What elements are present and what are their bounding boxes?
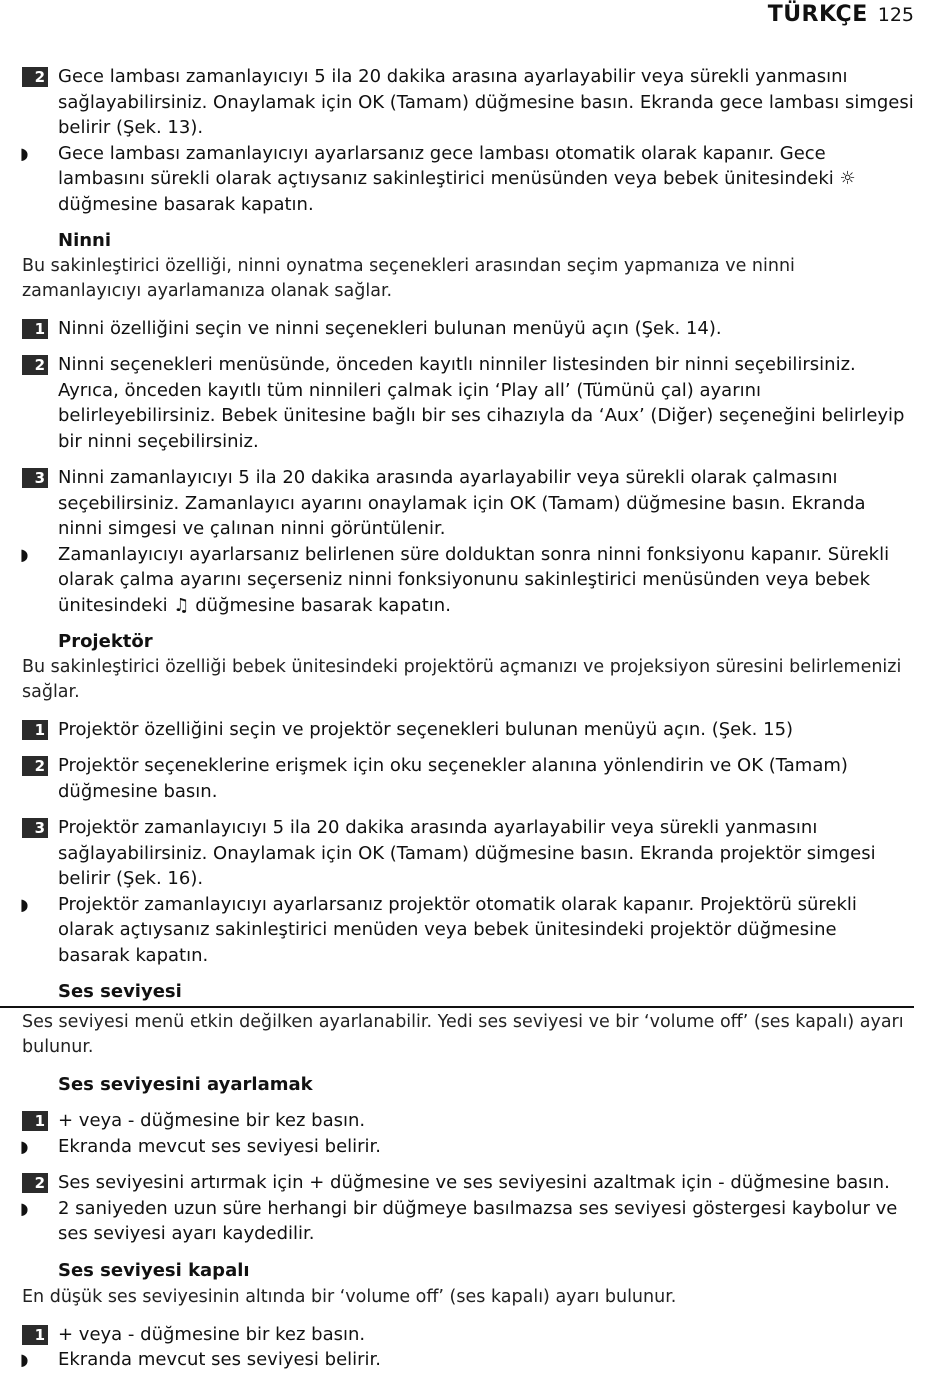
ninni-intro: Bu sakinleştirici özelliği, ninni oynatma seçenekleri arasından seçim yapmanıza ve ninni zamanlayıcıyı ayarlamanıza olanak sağlar. (22, 255, 795, 301)
step-text: Ses seviyesini artırmak için + düğmesine ve ses seviyesini azaltmak için - düğmesine basın. (58, 1172, 890, 1193)
bullet-icon: ◗ (20, 1198, 29, 1218)
step-text: Ninni seçenekleri menüsünde, önceden kayıtlı ninniler listesinden bir ninni seçebilirsiniz. Ayrıca, önceden kayıtlı tüm ninnileri çalmak için ‘Play all’ (Tümünü çal) ayarını belirleyebilirsiniz. Bebek ünitesine bağlı bir ses cihazıyla da ‘Aux’ (Diğer) seçeneğini belirleyip bir ninni seçebilirsiniz. (58, 354, 905, 452)
volume-adjust-bullet-1 (0, 1134, 950, 1160)
step-number-badge: 2 (22, 355, 48, 375)
step-number-badge: 1 (22, 1111, 48, 1131)
subheading-volume-off: Ses seviyesi kapalı (58, 1259, 250, 1281)
bullet-text: Gece lambası zamanlayıcıyı ayarlarsanız gece lambası otomatik olarak kapanır. Gece lambasını sürekli olarak açtıysanız sakinleştirici menüsünden veya bebek ünitesindeki ☼ düğmesine basarak kapatın. (58, 142, 856, 215)
step-text: Projektör seçeneklerine erişmek için oku seçenekler alanına yönlendirin ve OK (Tamam) düğmesine basın. (58, 755, 848, 802)
bullet-text: 2 saniyeden uzun süre herhangi bir düğmeye basılmazsa ses seviyesi göstergesi kaybolur ve ses seviyesi ayarı kaydedilir. (58, 1197, 898, 1244)
ninni-bullet (0, 542, 950, 619)
section-heading-projektor: Projektör (58, 631, 153, 652)
step-text: + veya - düğmesine bir kez basın. (58, 1323, 366, 1345)
bullet-icon: ◗ (20, 1350, 29, 1369)
bullet-text: Ekranda mevcut ses seviyesi belirir. (58, 1349, 382, 1370)
bullet-icon: ◗ (20, 894, 29, 914)
page-header (768, 2, 914, 27)
step-number-badge: 3 (22, 818, 48, 838)
bullet-icon: ◗ (20, 544, 29, 564)
volume-off-step-1 (0, 1322, 950, 1348)
bullet-text: Zamanlayıcıyı ayarlarsanız belirlenen süre dolduktan sonra ninni fonksiyonu kapanır. Sürekli olarak çalma ayarını seçerseniz ninni fonksiyonunu sakinleştirici menüsünden veya bebek ünitesindeki ♫ düğmesine basarak kapatın. (58, 543, 890, 616)
volume-adjust-bullet-2 (0, 1196, 950, 1247)
projektor-bullet (0, 892, 950, 969)
step-text: + veya - düğmesine bir kez basın. (58, 1110, 366, 1131)
volume-off-intro: En düşük ses seviyesinin altında bir ‘volume off’ (ses kapalı) ayarı bulunur. (22, 1287, 677, 1307)
page-number: 125 (877, 4, 914, 26)
volume-adjust-step-2 (0, 1170, 950, 1196)
step-number-badge: 2 (22, 1173, 48, 1193)
step-number-badge: 1 (22, 720, 48, 740)
volume-off-bullet-1 (0, 1347, 950, 1373)
step-number-badge: 3 (22, 468, 48, 488)
volume-adjust-step-1 (0, 1108, 950, 1134)
step-text: Projektör zamanlayıcıyı 5 ila 20 dakika arasında ayarlayabilir veya sürekli yanmasını sağlayabilirsiniz. Onaylamak için OK (Tamam) düğmesine basın. Ekranda projektör simgesi belirir (Şek. 16). (58, 817, 876, 889)
projektor-intro: Bu sakinleştirici özelliği bebek ünitesindeki projektörü açmanızı ve projeksiyon süresini belirlemenizi sağlar. (22, 656, 902, 702)
step-text: Ninni özelliğini seçin ve ninni seçenekleri bulunan menüyü açın (Şek. 14). (58, 317, 722, 339)
step-number-badge: 1 (22, 319, 48, 339)
bullet-icon: ◗ (20, 143, 29, 163)
subheading-adjust-volume: Ses seviyesini ayarlamak (58, 1073, 313, 1095)
bullet-icon: ◗ (20, 1136, 29, 1156)
step-text: Ninni zamanlayıcıyı 5 ila 20 dakika arasında ayarlayabilir veya sürekli olarak çalmasını seçebilirsiniz. Zamanlayıcı ayarını onaylamak için OK (Tamam) düğmesine basın. Ekranda ninni simgesi ve çalınan ninni görüntülenir. (58, 467, 866, 539)
section-heading-ninni: Ninni (58, 230, 112, 251)
volume-intro: Ses seviyesi menü etkin değilken ayarlanabilir. Yedi ses seviyesi ve bir ‘volume off’ (ses kapalı) ayarı bulunur. (22, 1011, 904, 1057)
ninni-step-3 (0, 465, 950, 542)
step-number-badge: 1 (22, 1325, 48, 1345)
projektor-step-2 (0, 753, 950, 804)
ninni-step-2 (0, 352, 950, 454)
step-text: Gece lambası zamanlayıcıyı 5 ila 20 dakika arasına ayarlayabilir veya sürekli yanmasını sağlayabilirsiniz. Onaylamak için OK (Tamam) düğmesine basın. Ekranda gece lambası simgesi belirir (Şek. 13). (58, 66, 914, 138)
section-heading-volume: Ses seviyesi (0, 979, 914, 1008)
nightlight-step-2 (0, 64, 950, 141)
step-number-badge: 2 (22, 67, 48, 87)
step-number-badge: 2 (22, 756, 48, 776)
projektor-step-3 (0, 815, 950, 892)
ninni-step-1 (0, 316, 950, 342)
projektor-step-1 (0, 717, 950, 743)
document-body (0, 64, 950, 1373)
bullet-text: Ekranda mevcut ses seviyesi belirir. (58, 1135, 382, 1157)
language-label: TÜRKÇE (767, 2, 868, 27)
step-text: Projektör özelliğini seçin ve projektör seçenekleri bulunan menüyü açın. (Şek. 15) (58, 718, 794, 740)
nightlight-bullet (0, 141, 950, 218)
bullet-text: Projektör zamanlayıcıyı ayarlarsanız projektör otomatik olarak kapanır. Projektörü sürekli olarak açtıysanız sakinleştirici menüden veya bebek ünitesindeki projektör düğmesine basarak kapatın. (58, 893, 857, 966)
